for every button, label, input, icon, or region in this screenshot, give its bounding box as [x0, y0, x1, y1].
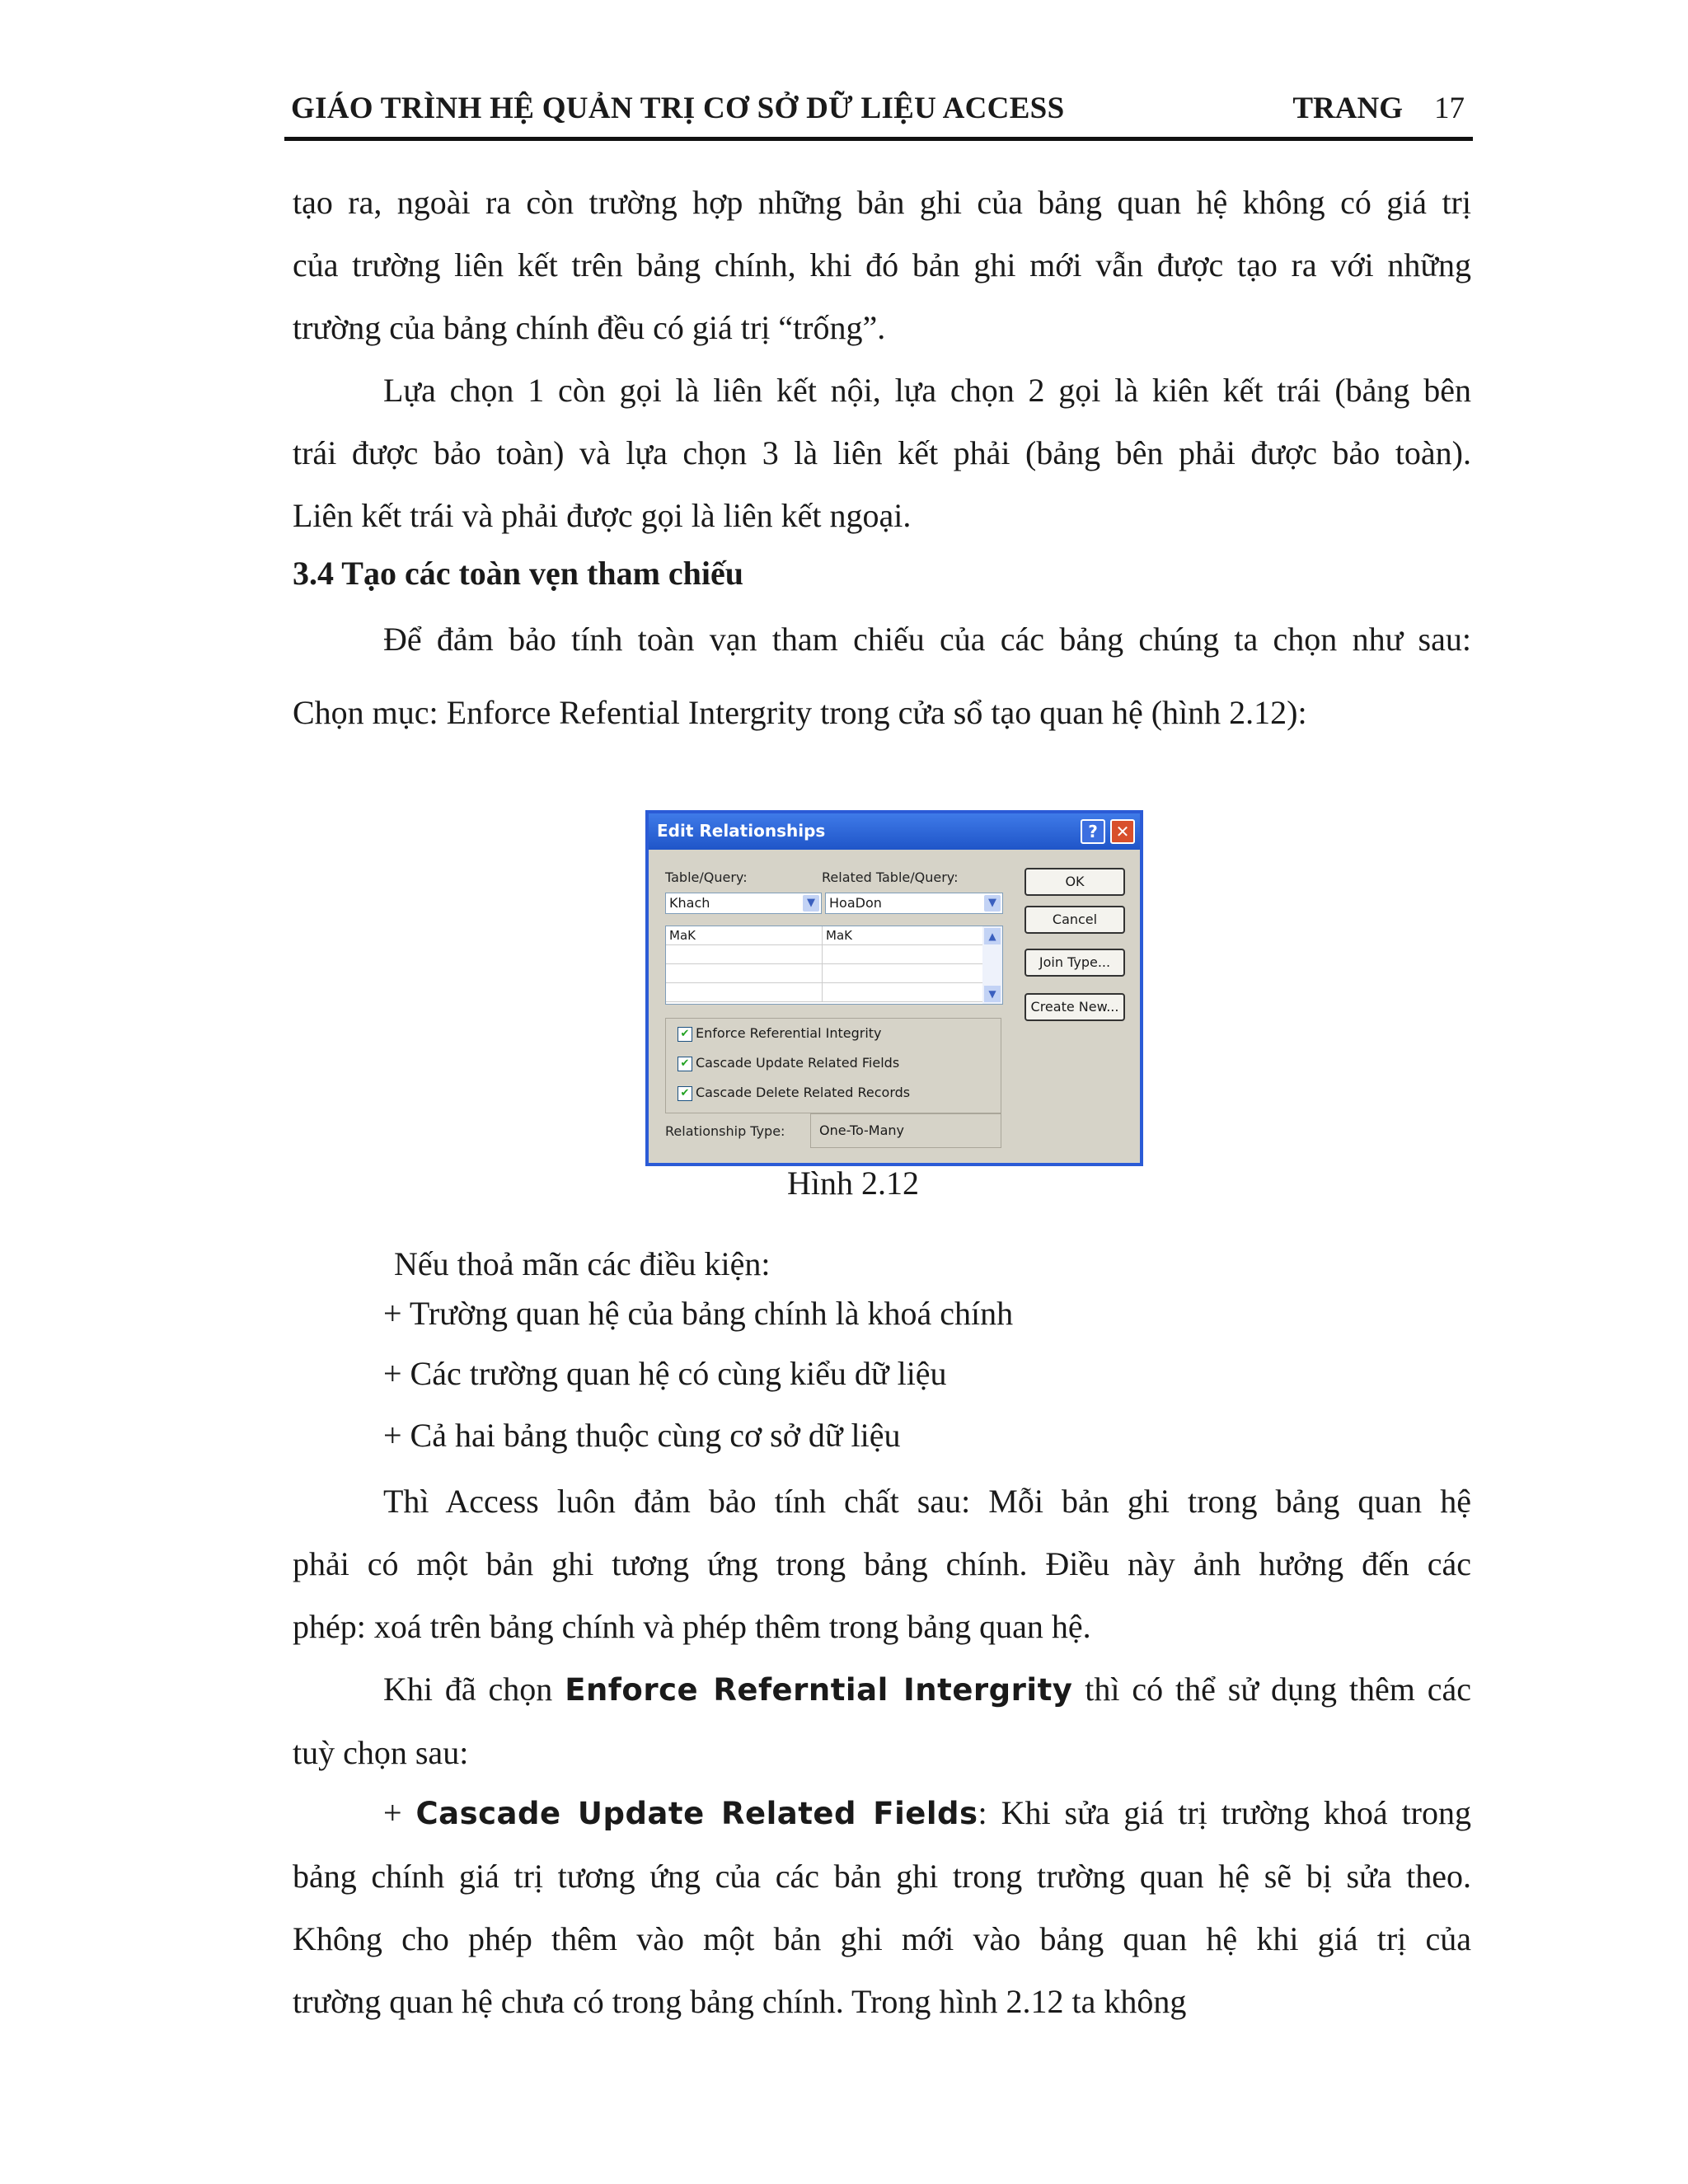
cancel-button[interactable]: Cancel: [1025, 906, 1125, 934]
page-label: TRANG: [1292, 91, 1403, 125]
help-icon[interactable]: ?: [1081, 819, 1105, 844]
cascade-update-checkbox[interactable]: [678, 1055, 899, 1071]
paragraph-5: [293, 1470, 1471, 1658]
related-table-value: HoaDon: [829, 895, 882, 911]
paragraph-2-line-1: Lựa chọn 1 còn gọi là liên kết nội, lựa chọn 2 gọi là kiên kết trái (bảng bên: [383, 372, 1471, 409]
grid-cell-right[interactable]: MaK: [826, 928, 852, 943]
paragraph-6-line-1: [293, 1658, 1471, 1722]
paragraph-1-line-3: trường của bảng chính đều có giá trị “trống”.: [293, 309, 886, 346]
paragraph-7-line-3: Không cho phép thêm vào một bản ghi mới vào bảng quan hệ khi giá trị của: [293, 1920, 1471, 1957]
edit-relationships-dialog: [645, 810, 1143, 1166]
related-table-select[interactable]: [825, 893, 1003, 914]
chevron-up-icon[interactable]: ▲: [984, 928, 1001, 944]
section-heading: 3.4 Tạo các toàn vẹn tham chiếu: [293, 555, 744, 592]
paragraph-7-pre: +: [383, 1794, 416, 1831]
chevron-down-icon[interactable]: ▼: [803, 895, 819, 912]
paragraph-1-line-1: tạo ra, ngoài ra còn trường hợp những bản ghi của bảng quan hệ không có giá trị: [293, 184, 1471, 221]
paragraph-7-line-2: bảng chính giá trị tương ứng của các bản ghi trong trường quan hệ sẽ bị sửa theo.: [293, 1858, 1471, 1895]
dialog-title: Edit Relationships: [657, 821, 826, 841]
ok-button[interactable]: OK: [1025, 868, 1125, 896]
paragraph-6: [293, 1658, 1471, 1784]
page-number: 17: [1434, 91, 1465, 125]
paragraph-5-line-3: phép: xoá trên bảng chính và phép thêm trong bảng quan hệ.: [293, 1608, 1091, 1645]
grid-row[interactable]: [666, 945, 983, 964]
cascade-update-label: Cascade Update Related Fields: [696, 1055, 900, 1071]
grid-cell-left[interactable]: [666, 983, 823, 1001]
grid-scrollbar[interactable]: [982, 926, 1002, 1004]
paragraph-7-line-4: trường quan hệ chưa có trong bảng chính. Trong hình 2.12 ta không: [293, 1983, 1187, 2020]
chevron-down-icon[interactable]: ▼: [984, 986, 1001, 1002]
paragraph-5-line-2: phải có một bản ghi tương ứng trong bảng chính. Điều này ảnh hưởng đến các: [293, 1545, 1471, 1582]
paragraph-7-post: : Khi sửa giá trị trường khoá trong: [978, 1794, 1472, 1831]
checkbox-checked-icon[interactable]: ✔: [678, 1027, 692, 1042]
grid-row[interactable]: [666, 926, 983, 945]
figure-caption: Hình 2.12: [787, 1165, 919, 1202]
paragraph-2: [293, 359, 1471, 547]
paragraph-5-line-1: Thì Access luôn đảm bảo tính chất sau: Mỗi bản ghi trong bảng quan hệ: [383, 1483, 1471, 1520]
header-title: GIÁO TRÌNH HỆ QUẢN TRỊ CƠ SỞ DỮ LIỆU ACCESS: [291, 91, 1065, 125]
paragraph-6-line-2: tuỳ chọn sau:: [293, 1734, 469, 1771]
enforce-integrity-label: Enforce Referential Integrity: [696, 1025, 882, 1041]
paragraph-2-line-3: Liên kết trái và phải được gọi là liên kết ngoại.: [293, 497, 912, 534]
paragraph-4: Chọn mục: Enforce Refential Intergrity trong cửa sổ tạo quan hệ (hình 2.12):: [293, 694, 1307, 731]
paragraph-1: [293, 171, 1471, 359]
condition-item-2: + Các trường quan hệ có cùng kiểu dữ liệu: [383, 1355, 947, 1392]
relationship-type-value: One-To-Many: [810, 1113, 1001, 1148]
table-query-value: Khach: [669, 895, 710, 911]
paragraph-7-keyword: Cascade Update Related Fields: [415, 1796, 978, 1831]
header-page-info: [1292, 91, 1465, 126]
integrity-options-group: [665, 1018, 1001, 1113]
paragraph-1-line-2: của trường liên kết trên bảng chính, khi đó bản ghi mới vẫn được tạo ra với những: [293, 246, 1471, 284]
paragraph-2-line-2: trái được bảo toàn) và lựa chọn 3 là liên kết phải (bảng bên phải được bảo toàn).: [293, 434, 1471, 471]
checkbox-checked-icon[interactable]: ✔: [678, 1086, 692, 1101]
grid-row[interactable]: [666, 964, 983, 983]
enforce-integrity-checkbox[interactable]: [678, 1025, 882, 1042]
paragraph-7-line-1: [293, 1782, 1471, 1845]
create-new-button[interactable]: Create New...: [1025, 993, 1125, 1021]
close-icon[interactable]: ✕: [1110, 819, 1135, 844]
paragraph-7: [293, 1782, 1471, 2033]
table-query-select[interactable]: [665, 893, 822, 914]
paragraph-6-pre: Khi đã chọn: [383, 1671, 565, 1708]
paragraph-6-post: thì có thể sử dụng thêm các: [1072, 1671, 1471, 1708]
grid-cell-left[interactable]: [666, 945, 823, 963]
condition-item-1: + Trường quan hệ của bảng chính là khoá chính: [383, 1295, 1014, 1332]
paragraph-6-keyword: Enforce Referntial Intergrity: [565, 1672, 1073, 1708]
paragraph-3: Để đảm bảo tính toàn vạn tham chiếu của các bảng chúng ta chọn như sau:: [383, 621, 1471, 658]
field-mapping-grid[interactable]: [665, 926, 1003, 1005]
cascade-delete-checkbox[interactable]: [678, 1085, 910, 1101]
cascade-delete-label: Cascade Delete Related Records: [696, 1085, 911, 1100]
grid-cell-left[interactable]: [666, 964, 823, 982]
grid-cell-left[interactable]: MaK: [666, 926, 823, 944]
grid-row[interactable]: [666, 983, 983, 1002]
table-query-label: Table/Query:: [665, 869, 748, 885]
condition-item-3: + Cả hai bảng thuộc cùng cơ sở dữ liệu: [383, 1417, 901, 1454]
relationship-type-label: Relationship Type:: [665, 1123, 785, 1139]
join-type-button[interactable]: Join Type...: [1025, 949, 1125, 977]
conditions-intro: Nếu thoả mãn các điều kiện:: [394, 1245, 771, 1282]
chevron-down-icon[interactable]: ▼: [984, 895, 1001, 912]
dialog-title-bar: [649, 813, 1140, 850]
checkbox-checked-icon[interactable]: ✔: [678, 1057, 692, 1071]
related-table-label: Related Table/Query:: [822, 869, 959, 885]
page-header: [284, 89, 1473, 141]
